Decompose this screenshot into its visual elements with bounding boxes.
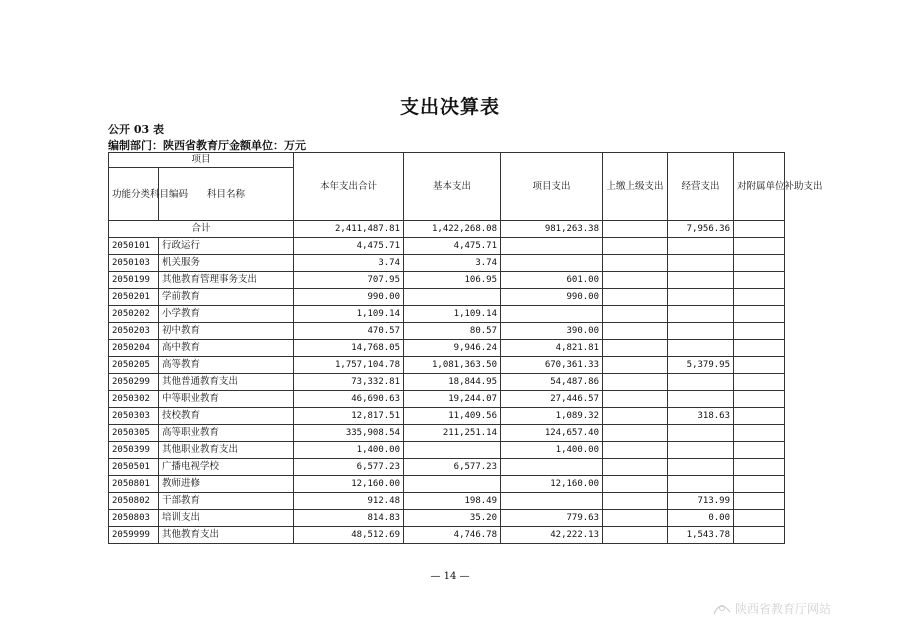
table-row bbox=[109, 493, 785, 510]
table-row bbox=[109, 425, 785, 442]
cell-name: 广播电视学校 bbox=[159, 459, 294, 476]
cell-subsidy bbox=[734, 357, 785, 374]
cell-business: 5,379.95 bbox=[668, 357, 734, 374]
cell-basic bbox=[404, 289, 501, 306]
cell-business bbox=[668, 323, 734, 340]
cell-project: 42,222.13 bbox=[501, 527, 603, 544]
cell-name: 高等教育 bbox=[159, 357, 294, 374]
table-row bbox=[109, 408, 785, 425]
cell-subsidy bbox=[734, 289, 785, 306]
table-row bbox=[109, 510, 785, 527]
cell-upper bbox=[603, 493, 668, 510]
cell-code: 2050803 bbox=[109, 510, 159, 527]
header-total: 本年支出合计 bbox=[294, 153, 404, 221]
cell-subsidy bbox=[734, 510, 785, 527]
cell-total: 470.57 bbox=[294, 323, 404, 340]
cell-project: 670,361.33 bbox=[501, 357, 603, 374]
cell-project: 390.00 bbox=[501, 323, 603, 340]
cell-upper bbox=[603, 289, 668, 306]
cell-business bbox=[668, 374, 734, 391]
cell-business: 318.63 bbox=[668, 408, 734, 425]
cell-code: 2050103 bbox=[109, 255, 159, 272]
cell-basic bbox=[404, 442, 501, 459]
cell-basic: 6,577.23 bbox=[404, 459, 501, 476]
cell-code: 2050202 bbox=[109, 306, 159, 323]
cell-code: 2050204 bbox=[109, 340, 159, 357]
header-upper: 上缴上级支出 bbox=[603, 153, 668, 221]
table-row bbox=[109, 459, 785, 476]
cell-project: 1,400.00 bbox=[501, 442, 603, 459]
table-row bbox=[109, 476, 785, 493]
cell-total: 12,817.51 bbox=[294, 408, 404, 425]
table-row bbox=[109, 527, 785, 544]
cell-upper bbox=[603, 272, 668, 289]
cell-business bbox=[668, 476, 734, 493]
cell-basic: 106.95 bbox=[404, 272, 501, 289]
table-row bbox=[109, 255, 785, 272]
cell-project: 779.63 bbox=[501, 510, 603, 527]
flower-icon bbox=[712, 602, 732, 616]
cell-project: 54,487.86 bbox=[501, 374, 603, 391]
cell-name: 干部教育 bbox=[159, 493, 294, 510]
cell-code: 2050199 bbox=[109, 272, 159, 289]
cell-total: 46,690.63 bbox=[294, 391, 404, 408]
table-row bbox=[109, 391, 785, 408]
cell-subsidy bbox=[734, 425, 785, 442]
cell-project: 601.00 bbox=[501, 272, 603, 289]
table-row bbox=[109, 442, 785, 459]
cell-total: 1,757,104.78 bbox=[294, 357, 404, 374]
header-code: 功能分类科目编码 bbox=[109, 168, 159, 221]
cell-name: 中等职业教育 bbox=[159, 391, 294, 408]
cell-name: 其他教育支出 bbox=[159, 527, 294, 544]
cell-total: 14,768.05 bbox=[294, 340, 404, 357]
cell-name: 培训支出 bbox=[159, 510, 294, 527]
cell-total: 3.74 bbox=[294, 255, 404, 272]
table-row bbox=[109, 238, 785, 255]
cell-upper bbox=[603, 357, 668, 374]
cell-upper bbox=[603, 340, 668, 357]
cell-business: 0.00 bbox=[668, 510, 734, 527]
cell-project: 4,821.81 bbox=[501, 340, 603, 357]
header-subsidy: 对附属单位补助支出 bbox=[734, 153, 785, 221]
header-business: 经营支出 bbox=[668, 153, 734, 221]
cell-code: 2050201 bbox=[109, 289, 159, 306]
total-basic: 1,422,268.08 bbox=[404, 221, 501, 238]
cell-code: 2050101 bbox=[109, 238, 159, 255]
cell-code: 2050399 bbox=[109, 442, 159, 459]
cell-upper bbox=[603, 306, 668, 323]
cell-subsidy bbox=[734, 306, 785, 323]
cell-basic bbox=[404, 476, 501, 493]
cell-basic: 19,244.07 bbox=[404, 391, 501, 408]
cell-code: 2050205 bbox=[109, 357, 159, 374]
table-row bbox=[109, 340, 785, 357]
cell-business: 1,543.78 bbox=[668, 527, 734, 544]
cell-basic: 3.74 bbox=[404, 255, 501, 272]
cell-subsidy bbox=[734, 459, 785, 476]
cell-subsidy bbox=[734, 238, 785, 255]
table-row bbox=[109, 374, 785, 391]
total-subsidy bbox=[734, 221, 785, 238]
cell-total: 73,332.81 bbox=[294, 374, 404, 391]
expenditure-table bbox=[108, 152, 823, 544]
cell-total: 335,908.54 bbox=[294, 425, 404, 442]
cell-basic: 1,081,363.50 bbox=[404, 357, 501, 374]
table-row bbox=[109, 272, 785, 289]
cell-project bbox=[501, 238, 603, 255]
cell-name: 学前教育 bbox=[159, 289, 294, 306]
cell-subsidy bbox=[734, 442, 785, 459]
cell-project: 1,089.32 bbox=[501, 408, 603, 425]
cell-name: 其他普通教育支出 bbox=[159, 374, 294, 391]
cell-business bbox=[668, 340, 734, 357]
cell-subsidy bbox=[734, 323, 785, 340]
cell-code: 2050305 bbox=[109, 425, 159, 442]
header-name: 科目名称 bbox=[159, 168, 294, 221]
cell-upper bbox=[603, 391, 668, 408]
cell-project: 124,657.40 bbox=[501, 425, 603, 442]
cell-code: 2050303 bbox=[109, 408, 159, 425]
cell-basic: 18,844.95 bbox=[404, 374, 501, 391]
watermark bbox=[712, 600, 831, 617]
cell-business bbox=[668, 238, 734, 255]
table-row bbox=[109, 306, 785, 323]
cell-subsidy bbox=[734, 340, 785, 357]
cell-upper bbox=[603, 408, 668, 425]
total-row bbox=[109, 221, 785, 238]
total-business: 7,956.36 bbox=[668, 221, 734, 238]
cell-code: 2050802 bbox=[109, 493, 159, 510]
total-project: 981,263.38 bbox=[501, 221, 603, 238]
cell-business bbox=[668, 255, 734, 272]
cell-subsidy bbox=[734, 255, 785, 272]
header-item-group: 项目 bbox=[109, 153, 294, 168]
cell-total: 814.83 bbox=[294, 510, 404, 527]
cell-basic: 211,251.14 bbox=[404, 425, 501, 442]
cell-code: 2050302 bbox=[109, 391, 159, 408]
cell-basic: 9,946.24 bbox=[404, 340, 501, 357]
cell-name: 机关服务 bbox=[159, 255, 294, 272]
cell-code: 2050299 bbox=[109, 374, 159, 391]
cell-basic: 4,746.78 bbox=[404, 527, 501, 544]
cell-upper bbox=[603, 442, 668, 459]
cell-name: 高等职业教育 bbox=[159, 425, 294, 442]
cell-name: 初中教育 bbox=[159, 323, 294, 340]
cell-project: 990.00 bbox=[501, 289, 603, 306]
cell-subsidy bbox=[734, 408, 785, 425]
cell-total: 48,512.69 bbox=[294, 527, 404, 544]
cell-basic: 11,409.56 bbox=[404, 408, 501, 425]
cell-code: 2050501 bbox=[109, 459, 159, 476]
table-row bbox=[109, 323, 785, 340]
cell-business: 713.99 bbox=[668, 493, 734, 510]
cell-upper bbox=[603, 459, 668, 476]
header-project: 项目支出 bbox=[501, 153, 603, 221]
cell-project bbox=[501, 459, 603, 476]
cell-upper bbox=[603, 510, 668, 527]
cell-subsidy bbox=[734, 476, 785, 493]
cell-upper bbox=[603, 238, 668, 255]
cell-name: 小学教育 bbox=[159, 306, 294, 323]
cell-project: 27,446.57 bbox=[501, 391, 603, 408]
cell-basic: 80.57 bbox=[404, 323, 501, 340]
cell-business bbox=[668, 391, 734, 408]
cell-total: 12,160.00 bbox=[294, 476, 404, 493]
cell-business bbox=[668, 442, 734, 459]
cell-subsidy bbox=[734, 272, 785, 289]
cell-code: 2059999 bbox=[109, 527, 159, 544]
cell-basic: 4,475.71 bbox=[404, 238, 501, 255]
cell-project bbox=[501, 493, 603, 510]
cell-total: 6,577.23 bbox=[294, 459, 404, 476]
cell-business bbox=[668, 306, 734, 323]
cell-basic: 1,109.14 bbox=[404, 306, 501, 323]
cell-name: 技校教育 bbox=[159, 408, 294, 425]
cell-upper bbox=[603, 374, 668, 391]
organization-unit-line: 编制部门：陕西省教育厅金额单位：万元 bbox=[108, 139, 306, 152]
table-row bbox=[109, 357, 785, 374]
cell-name: 其他教育管理事务支出 bbox=[159, 272, 294, 289]
cell-upper bbox=[603, 323, 668, 340]
cell-business bbox=[668, 272, 734, 289]
cell-code: 2050203 bbox=[109, 323, 159, 340]
cell-subsidy bbox=[734, 493, 785, 510]
cell-upper bbox=[603, 255, 668, 272]
cell-business bbox=[668, 289, 734, 306]
cell-total: 707.95 bbox=[294, 272, 404, 289]
cell-total: 1,400.00 bbox=[294, 442, 404, 459]
cell-total: 1,109.14 bbox=[294, 306, 404, 323]
cell-basic: 35.20 bbox=[404, 510, 501, 527]
table-row bbox=[109, 289, 785, 306]
cell-total: 912.48 bbox=[294, 493, 404, 510]
total-total: 2,411,487.81 bbox=[294, 221, 404, 238]
total-label: 合计 bbox=[109, 221, 294, 238]
form-number: 公开 03 表 bbox=[108, 123, 164, 136]
cell-project bbox=[501, 306, 603, 323]
cell-name: 其他职业教育支出 bbox=[159, 442, 294, 459]
cell-subsidy bbox=[734, 527, 785, 544]
cell-subsidy bbox=[734, 391, 785, 408]
cell-upper bbox=[603, 476, 668, 493]
cell-name: 行政运行 bbox=[159, 238, 294, 255]
cell-total: 990.00 bbox=[294, 289, 404, 306]
cell-upper bbox=[603, 527, 668, 544]
cell-total: 4,475.71 bbox=[294, 238, 404, 255]
cell-name: 教师进修 bbox=[159, 476, 294, 493]
cell-code: 2050801 bbox=[109, 476, 159, 493]
total-upper bbox=[603, 221, 668, 238]
cell-business bbox=[668, 459, 734, 476]
cell-name: 高中教育 bbox=[159, 340, 294, 357]
document-title: 支出决算表 bbox=[399, 96, 500, 118]
cell-upper bbox=[603, 425, 668, 442]
cell-business bbox=[668, 425, 734, 442]
watermark-text: 陕西省教育厅网站 bbox=[735, 602, 832, 616]
page-number: — 14 — bbox=[430, 571, 470, 582]
cell-project: 12,160.00 bbox=[501, 476, 603, 493]
cell-basic: 198.49 bbox=[404, 493, 501, 510]
cell-project bbox=[501, 255, 603, 272]
cell-subsidy bbox=[734, 374, 785, 391]
header-basic: 基本支出 bbox=[404, 153, 501, 221]
